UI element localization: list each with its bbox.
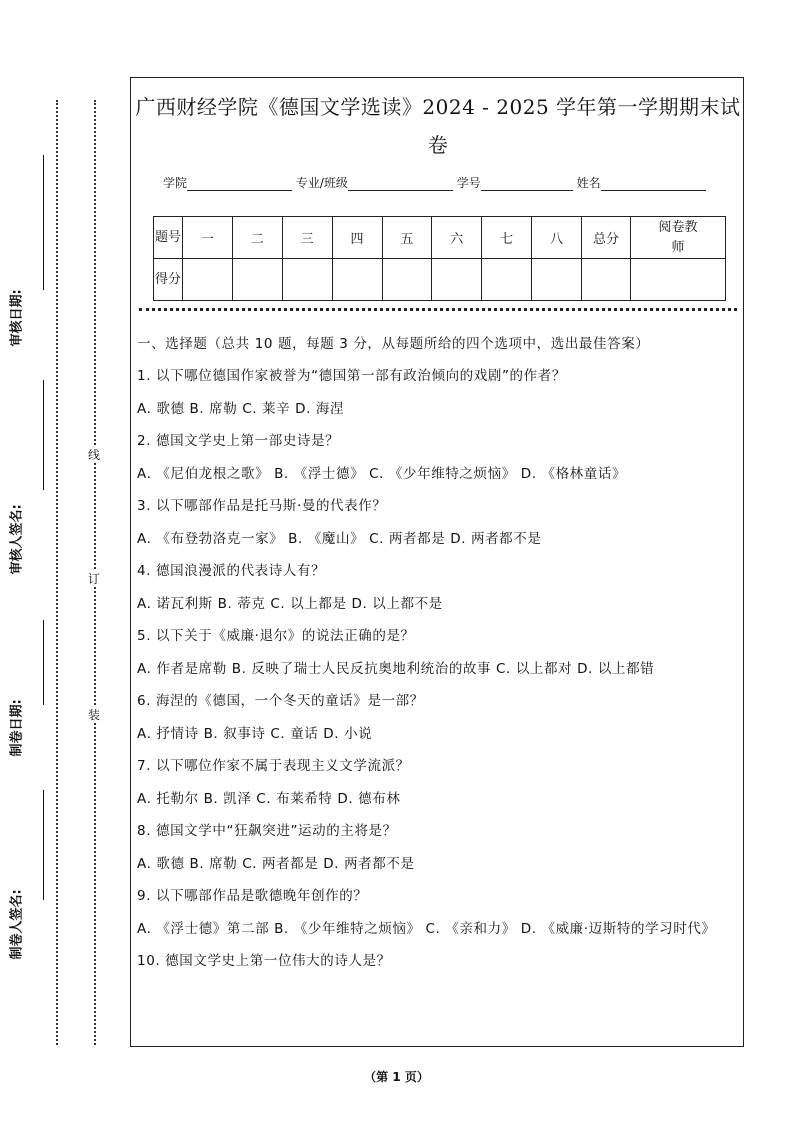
preparer-signature-label: 制卷人签名: — [9, 889, 25, 960]
score-table-header-row — [154, 217, 726, 259]
exam-frame — [130, 77, 744, 1047]
score-cell[interactable] — [332, 259, 382, 301]
field-college-blank[interactable] — [187, 177, 292, 191]
question-text: 3. 以下哪部作品是托马斯·曼的代表作？ — [137, 498, 387, 514]
score-cell[interactable] — [582, 259, 631, 301]
score-col-grader: 阅卷教师 — [631, 217, 726, 259]
score-row-label-score: 得分 — [154, 259, 183, 301]
field-name-blank[interactable] — [601, 177, 706, 191]
score-col-5: 五 — [382, 217, 432, 259]
binding-char-ding: 订 — [84, 570, 104, 587]
question-options: A. 作者是席勒 B. 反映了瑞士人民反抗奥地利统治的故事 C. 以上都对 D. 以上都错 — [137, 661, 655, 677]
score-cell[interactable] — [482, 259, 532, 301]
question-text: 2. 德国文学史上第一部史诗是？ — [137, 433, 340, 449]
review-date-label: 审核日期: — [9, 289, 25, 347]
question-list — [137, 365, 739, 972]
reviewer-signature-label: 审核人签名: — [9, 504, 25, 575]
question-options: A. 歌德 B. 席勒 C. 莱辛 D. 海涅 — [137, 401, 345, 417]
score-col-6: 六 — [432, 217, 482, 259]
prepare-date-label: 制卷日期: — [9, 699, 25, 757]
field-name-label: 姓名 — [576, 176, 601, 190]
question-options: A. 《布登勃洛克一家》 B. 《魔山》 C. 两者都是 D. 两者都不是 — [137, 531, 542, 547]
review-date-blank[interactable] — [43, 155, 44, 290]
question-text: 7. 以下哪位作家不属于表现主义文学流派？ — [137, 758, 410, 774]
question-text: 9. 以下哪部作品是歌德晚年创作的？ — [137, 888, 368, 904]
preparer-signature-blank[interactable] — [43, 790, 44, 900]
binding-char-xian: 线 — [84, 446, 104, 463]
question-options: A. 托勒尔 B. 凯泽 C. 布莱希特 D. 德布林 — [137, 791, 401, 807]
question-options: A. 《浮士德》第二部 B. 《少年维特之烦恼》 C. 《亲和力》 D. 《威廉·迈斯特的学习时代》 — [137, 921, 716, 937]
question-text: 5. 以下关于《威廉·退尔》的说法正确的是？ — [137, 628, 415, 644]
score-col-7: 七 — [482, 217, 532, 259]
score-col-1: 一 — [183, 217, 233, 259]
question-options: A. 《尼伯龙根之歌》 B. 《浮士德》 C. 《少年维特之烦恼》 D. 《格林童话》 — [137, 466, 627, 482]
exam-title-line2: 卷 — [427, 133, 449, 157]
field-id-blank[interactable] — [481, 177, 573, 191]
score-table — [153, 216, 726, 301]
field-major-label: 专业/班级 — [295, 176, 348, 190]
field-major-blank[interactable] — [348, 177, 453, 191]
binding-char-zhuang: 装 — [84, 706, 104, 723]
score-cell[interactable] — [432, 259, 482, 301]
question-text: 8. 德国文学中“狂飙突进”运动的主将是？ — [137, 823, 397, 839]
field-college-label: 学院 — [163, 176, 188, 190]
binding-dotted-line-outer — [56, 100, 58, 1045]
score-col-2: 二 — [232, 217, 282, 259]
score-col-3: 三 — [282, 217, 332, 259]
score-cell[interactable] — [282, 259, 332, 301]
field-id-label: 学号 — [456, 176, 481, 190]
score-col-8: 八 — [532, 217, 582, 259]
question-text: 10. 德国文学史上第一位伟大的诗人是？ — [137, 953, 391, 969]
score-col-total: 总分 — [582, 217, 631, 259]
score-row-label-question: 题号 — [154, 217, 183, 259]
exam-title-line1: 广西财经学院《德国文学选读》2024 - 2025 学年第一学期期末试 — [135, 95, 741, 119]
score-cell[interactable] — [382, 259, 432, 301]
score-cell[interactable] — [631, 259, 726, 301]
reviewer-signature-blank[interactable] — [43, 380, 44, 490]
section-multiple-choice — [137, 333, 739, 983]
section-divider — [139, 308, 737, 311]
score-cell[interactable] — [232, 259, 282, 301]
question-options: A. 诺瓦利斯 B. 蒂克 C. 以上都是 D. 以上都不是 — [137, 596, 443, 612]
student-info-row — [163, 174, 706, 191]
score-table-score-row — [154, 259, 726, 301]
exam-title — [131, 88, 745, 164]
prepare-date-blank[interactable] — [43, 620, 44, 705]
question-options: A. 抒情诗 B. 叙事诗 C. 童话 D. 小说 — [137, 726, 373, 742]
question-text: 4. 德国浪漫派的代表诗人有？ — [137, 563, 326, 579]
question-options: A. 歌德 B. 席勒 C. 两者都是 D. 两者都不是 — [137, 856, 415, 872]
question-text: 6. 海涅的《德国，一个冬天的童话》是一部？ — [137, 693, 424, 709]
page-number: （第 1 页） — [364, 1070, 429, 1084]
score-cell[interactable] — [183, 259, 233, 301]
score-cell[interactable] — [532, 259, 582, 301]
section-heading: 一、选择题（总共 10 题，每题 3 分，从每题所给的四个选项中，选出最佳答案） — [137, 336, 650, 352]
score-col-4: 四 — [332, 217, 382, 259]
question-text: 1. 以下哪位德国作家被誉为“德国第一部有政治倾向的戏剧”的作者？ — [137, 368, 566, 384]
